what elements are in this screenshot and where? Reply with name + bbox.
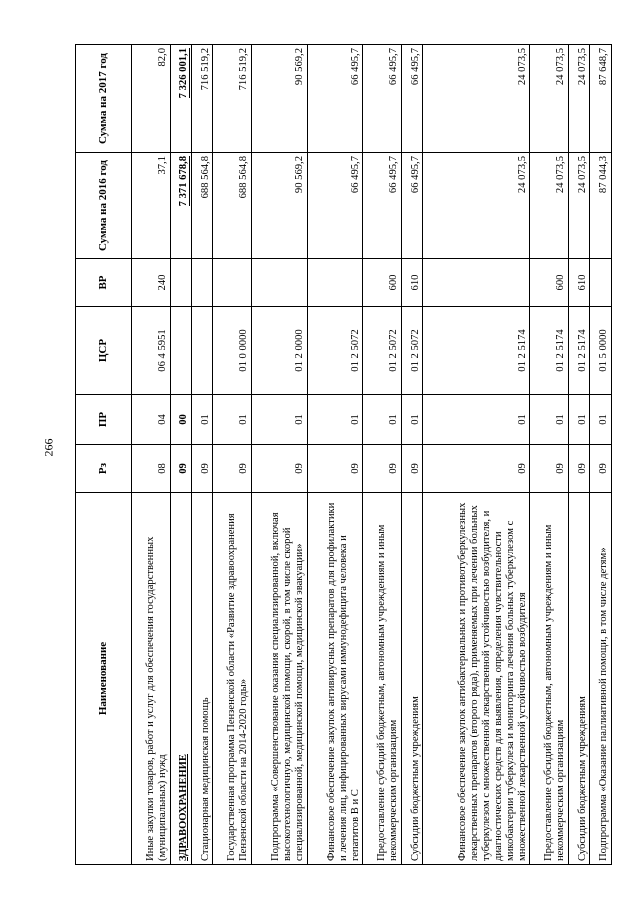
cell-rz: 09 [530,445,569,493]
cell-sum-2016: 87 044,3 [590,153,612,259]
cell-sum-2016: 24 073,5 [423,153,530,259]
cell-csr [192,307,213,395]
cell-name: Финансовое обеспечение закупок антибактериальных и противотуберкулезных лекарственных препаратов (второго ряда), применяемых при лечении больных туберкулезом с множественной лекарственной устойчивостью возбудителя, и диагностических средств для выявления, определения чувствительности микобактерии туберкулеза и мониторинга лечения больных туберкулезом с множественной лекарственной устойчивостью возбудителя [423,493,530,865]
table-row [252,45,308,865]
cell-sum-2017: 66 495,7 [363,45,402,153]
table-row [590,45,612,865]
cell-vr: 610 [568,259,589,307]
cell-pr: 01 [363,395,402,445]
header-vr: ВР [76,259,132,307]
cell-vr [252,259,308,307]
cell-vr: 600 [363,259,402,307]
header-pr: ПР [76,395,132,445]
cell-csr: 01 2 5072 [363,307,402,395]
cell-sum-2016: 688 564,8 [213,153,252,259]
cell-rz: 09 [192,445,213,493]
cell-rz: 09 [252,445,308,493]
cell-csr: 01 0 0000 [213,307,252,395]
cell-name: Иные закупки товаров, работ и услуг для обеспечения государственных (муниципальных) нужд [132,493,171,865]
cell-csr: 01 2 5174 [423,307,530,395]
cell-csr: 01 2 5174 [530,307,569,395]
cell-pr: 04 [132,395,171,445]
cell-sum-2017: 24 073,5 [423,45,530,153]
cell-rz: 09 [423,445,530,493]
table-row [132,45,171,865]
cell-sum-2017: 24 073,5 [568,45,589,153]
table-row [192,45,213,865]
table-row [401,45,422,865]
cell-pr: 01 [530,395,569,445]
cell-sum-2016: 7 371 678,8 [170,153,191,259]
cell-rz: 08 [132,445,171,493]
cell-name: Стационарная медицинская помощь [192,493,213,865]
cell-sum-2016: 66 495,7 [401,153,422,259]
cell-csr: 01 2 0000 [252,307,308,395]
cell-sum-2017: 716 519,2 [192,45,213,153]
header-csr: ЦСР [76,307,132,395]
cell-rz: 09 [170,445,191,493]
cell-name: ЗДРАВООХРАНЕНИЕ [170,493,191,865]
cell-rz: 09 [213,445,252,493]
cell-name: Подпрограмма «Оказание паллиативной помощи, в том числе детям» [590,493,612,865]
cell-name: Финансовое обеспечение закупок антивирусных препаратов для профилактики и лечения лиц, инфицированных вирусами иммунодефицита человека и гепатитов В и С [307,493,363,865]
table-row [423,45,530,865]
cell-csr [170,307,191,395]
header-sum-2016: Сумма на 2016 год [76,153,132,259]
cell-pr: 01 [423,395,530,445]
header-name: Наименование [76,493,132,865]
cell-pr: 00 [170,395,191,445]
cell-rz: 09 [568,445,589,493]
cell-name: Предоставление субсидий бюджетным, автономным учреждениям и иным некоммерческим организациям [363,493,402,865]
budget-table [75,44,612,865]
cell-name: Подпрограмма «Совершенствование оказания специализированной, включая высокотехнологичную, медицинской помощи, скорой, в том числе скорой специализированной, медицинской помощи, медицинской эвакуации» [252,493,308,865]
cell-sum-2017: 716 519,2 [213,45,252,153]
cell-pr: 01 [213,395,252,445]
cell-csr: 06 4 5951 [132,307,171,395]
table-header-row [76,45,132,865]
cell-vr [192,259,213,307]
cell-pr: 01 [307,395,363,445]
header-sum-2017: Сумма на 2017 год [76,45,132,153]
header-rz: Рз [76,445,132,493]
cell-sum-2016: 66 495,7 [307,153,363,259]
cell-rz: 09 [401,445,422,493]
cell-rz: 09 [363,445,402,493]
cell-rz: 09 [590,445,612,493]
cell-name: Субсидии бюджетным учреждениям [568,493,589,865]
cell-csr: 01 2 5174 [568,307,589,395]
cell-sum-2016: 37,1 [132,153,171,259]
cell-vr: 240 [132,259,171,307]
cell-vr [213,259,252,307]
table-row [170,45,191,865]
cell-sum-2017: 24 073,5 [530,45,569,153]
table-row [307,45,363,865]
cell-name: Государственная программа Пензенской области «Развитие здравоохранения Пензенской области на 2014-2020 годы» [213,493,252,865]
cell-pr: 01 [192,395,213,445]
table-row [530,45,569,865]
table-body [132,45,612,865]
cell-sum-2016: 688 564,8 [192,153,213,259]
cell-vr [170,259,191,307]
cell-vr [307,259,363,307]
cell-vr: 610 [401,259,422,307]
cell-sum-2017: 7 326 001,1 [170,45,191,153]
budget-table-rotated [75,45,612,865]
cell-pr: 01 [590,395,612,445]
cell-sum-2017: 66 495,7 [307,45,363,153]
cell-vr [423,259,530,307]
cell-pr: 01 [401,395,422,445]
cell-pr: 01 [252,395,308,445]
cell-sum-2016: 24 073,5 [568,153,589,259]
table-row [363,45,402,865]
cell-name: Предоставление субсидий бюджетным, автономным учреждениям и иным некоммерческим организациям [530,493,569,865]
cell-sum-2017: 87 648,7 [590,45,612,153]
table-row [213,45,252,865]
cell-vr [590,259,612,307]
cell-sum-2017: 66 495,7 [401,45,422,153]
cell-pr: 01 [568,395,589,445]
table-row [568,45,589,865]
cell-csr: 01 5 0000 [590,307,612,395]
cell-sum-2016: 90 569,2 [252,153,308,259]
cell-name: Субсидии бюджетным учреждениям [401,493,422,865]
cell-csr: 01 2 5072 [307,307,363,395]
cell-csr: 01 2 5072 [401,307,422,395]
cell-sum-2017: 90 569,2 [252,45,308,153]
cell-vr: 600 [530,259,569,307]
cell-rz: 09 [307,445,363,493]
page-number: 266 [41,438,56,457]
cell-sum-2016: 24 073,5 [530,153,569,259]
cell-sum-2017: 82,0 [132,45,171,153]
cell-sum-2016: 66 495,7 [363,153,402,259]
